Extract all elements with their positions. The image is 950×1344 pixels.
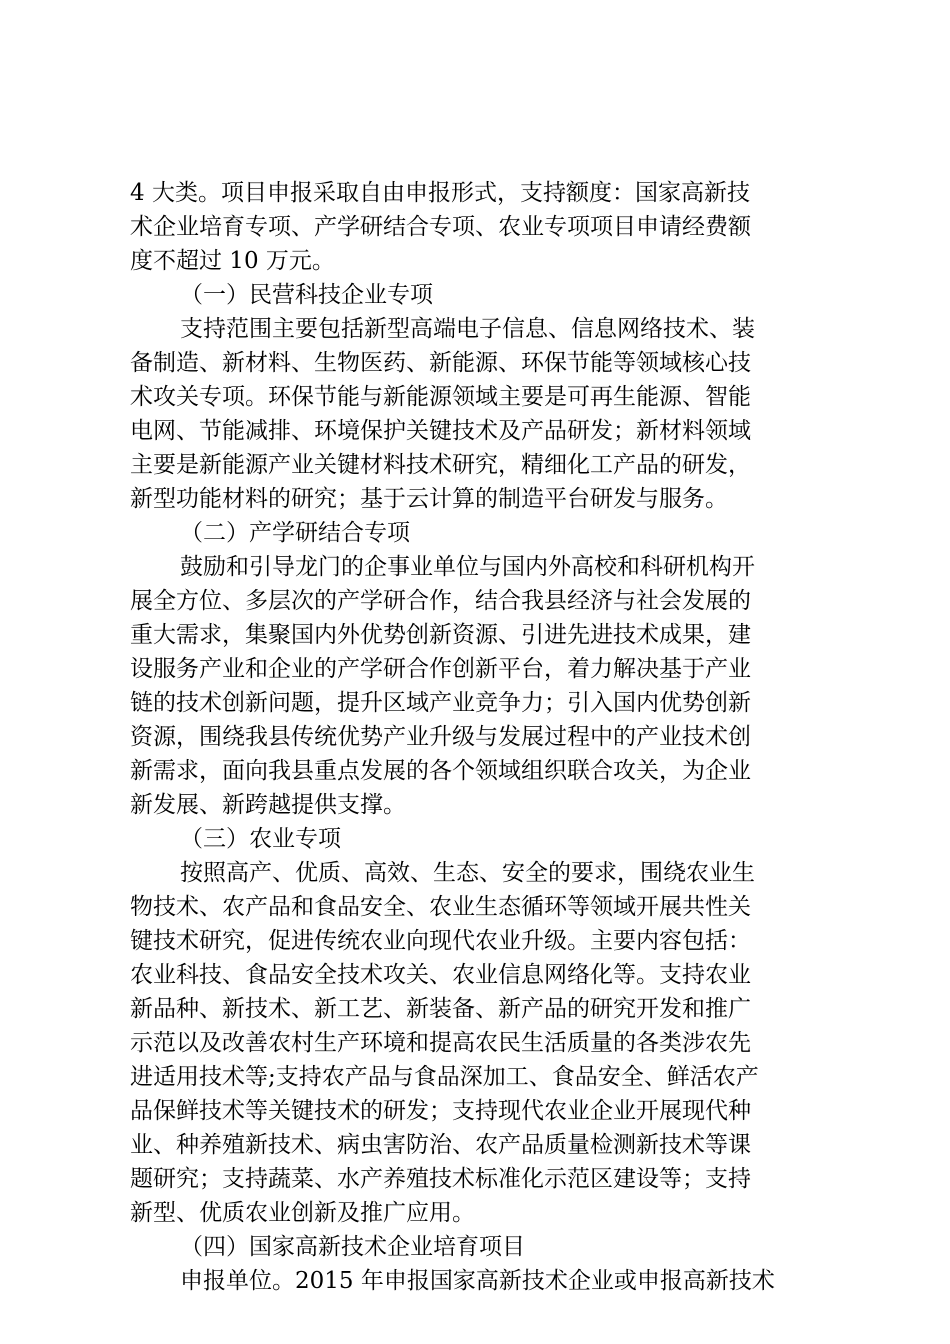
- text-line: 键技术研究，促进传统农业向现代农业升级。主要内容包括：: [130, 928, 751, 954]
- text-line: 申报单位。2015 年申报国家高新技术企业或申报高新技术: [180, 1268, 775, 1294]
- text-line: 物技术、农产品和食品安全、农业生态循环等领域开展共性关: [130, 894, 751, 920]
- text-line: 设服务产业和企业的产学研合作创新平台，着力解决基于产业: [130, 656, 751, 682]
- text-line: 题研究；支持蔬菜、水产养殖技术标准化示范区建设等；支持: [130, 1166, 751, 1192]
- section-heading: （三）农业专项: [180, 826, 341, 852]
- section-heading: （四）国家高新技术企业培育项目: [180, 1234, 525, 1260]
- text-line: 4 大类。项目申报采取自由申报形式，支持额度：国家高新技: [130, 180, 750, 206]
- text-line: 业、种养殖新技术、病虫害防治、农产品质量检测新技术等课: [130, 1132, 751, 1158]
- text-line: 资源，围绕我县传统优势产业升级与发展过程中的产业技术创: [130, 724, 751, 750]
- text-line: 农业科技、食品安全技术攻关、农业信息网络化等。支持农业: [130, 962, 751, 988]
- text-line: 展全方位、多层次的产学研合作，结合我县经济与社会发展的: [130, 588, 751, 614]
- text-line: 新发展、新跨越提供支撑。: [130, 792, 406, 818]
- section-heading: （一）民营科技企业专项: [180, 282, 433, 308]
- text-line: 鼓励和引导龙门的企事业单位与国内外高校和科研机构开: [180, 554, 755, 580]
- text-line: 电网、节能减排、环境保护关键技术及产品研发；新材料领域: [130, 418, 751, 444]
- text-line: 新型功能材料的研究；基于云计算的制造平台研发与服务。: [130, 486, 728, 512]
- text-line: 按照高产、优质、高效、生态、安全的要求，围绕农业生: [180, 860, 755, 886]
- text-line: 术企业培育专项、产学研结合专项、农业专项项目申请经费额: [130, 214, 751, 240]
- text-line: 品保鲜技术等关键技术的研发；支持现代农业企业开展现代种: [130, 1098, 751, 1124]
- text-line: 备制造、新材料、生物医药、新能源、环保节能等领域核心技: [130, 350, 751, 376]
- text-line: 新品种、新技术、新工艺、新装备、新产品的研究开发和推广: [130, 996, 751, 1022]
- text-line: 主要是新能源产业关键材料技术研究，精细化工产品的研发，: [130, 452, 751, 478]
- section-heading: （二）产学研结合专项: [180, 520, 410, 546]
- text-line: 支持范围主要包括新型高端电子信息、信息网络技术、装: [180, 316, 755, 342]
- text-line: 术攻关专项。环保节能与新能源领域主要是可再生能源、智能: [130, 384, 751, 410]
- text-line: 链的技术创新问题，提升区域产业竞争力；引入国内优势创新: [130, 690, 751, 716]
- text-line: 进适用技术等;支持农产品与食品深加工、食品安全、鲜活农产: [130, 1064, 759, 1090]
- text-line: 度不超过 10 万元。: [130, 248, 335, 274]
- text-line: 示范以及改善农村生产环境和提高农民生活质量的各类涉农先: [130, 1030, 751, 1056]
- text-line: 新型、优质农业创新及推广应用。: [130, 1200, 475, 1226]
- text-line: 新需求，面向我县重点发展的各个领域组织联合攻关，为企业: [130, 758, 751, 784]
- text-line: 重大需求，集聚国内外优势创新资源、引进先进技术成果，建: [130, 622, 751, 648]
